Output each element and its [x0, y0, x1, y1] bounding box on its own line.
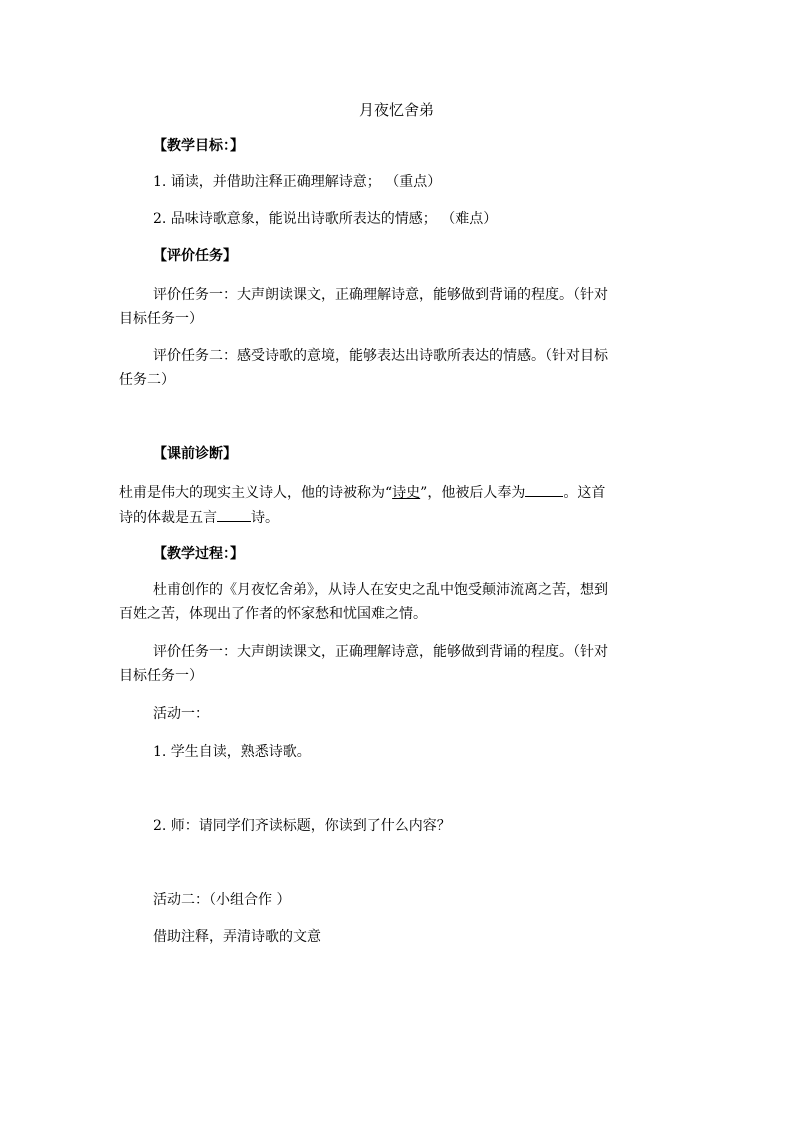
- process-heading: 【教学过程：】: [153, 546, 244, 562]
- process-intro-line2: 百姓之苦，体现出了作者的怀家愁和忧国难之情。: [119, 606, 427, 622]
- page-title: 月夜忆舍弟: [358, 101, 434, 119]
- goal-item-2: 2. 品味诗歌意象，能说出诗歌所表达的情感； （难点）: [153, 211, 498, 227]
- diagnosis-line1: [119, 482, 605, 503]
- fill-blank-title: [525, 482, 563, 497]
- goals-heading: 【教学目标：】: [153, 138, 244, 154]
- assessment-task2-line2: 任务二）: [119, 372, 175, 388]
- goal-item-1: 1. 诵读，并借助注释正确理解诗意； （重点）: [153, 174, 442, 190]
- activity2-desc: 借助注释，弄清诗歌的文意: [153, 929, 321, 945]
- assessment-task1-line2: 目标任务一）: [119, 311, 203, 327]
- activity2-label: 活动二：（小组合作 ）: [153, 892, 291, 908]
- diagnosis-underlined-term: 诗史: [392, 485, 421, 501]
- process-task1-line2: 目标任务一）: [119, 668, 203, 684]
- fill-blank-genre: [217, 507, 251, 522]
- diagnosis-line2: [119, 507, 279, 528]
- assessment-task2-line1: 评价任务二：感受诗歌的意境，能够表达出诗歌所表达的情感。（针对目标: [153, 348, 608, 364]
- process-task1-line1: 评价任务一：大声朗读课文，正确理解诗意，能够做到背诵的程度。（针对: [153, 644, 608, 660]
- diagnosis-text-c: 。这首: [563, 485, 606, 501]
- activity1-label: 活动一：: [153, 706, 209, 722]
- assessment-task1-line1: 评价任务一：大声朗读课文，正确理解诗意，能够做到背诵的程度。（针对: [153, 287, 608, 303]
- diagnosis-text-a: 杜甫是伟大的现实主义诗人，他的诗被称为“: [119, 485, 393, 501]
- activity1-item-2: 2. 师：请同学们齐读标题，你读到了什么内容？: [153, 818, 451, 834]
- diagnosis-text-b: ”，他被后人奉为: [420, 485, 526, 501]
- process-intro-line1: 杜甫创作的《月夜忆舍弟》，从诗人在安史之乱中饱受颠沛流离之苦，想到: [153, 582, 608, 598]
- diagnosis-text-d: 诗的体裁是五言: [119, 510, 217, 526]
- diagnosis-text-e: 诗。: [251, 510, 279, 526]
- diagnosis-heading: 【课前诊断】: [153, 446, 237, 462]
- activity1-item-1: 1. 学生自读，熟悉诗歌。: [153, 744, 311, 760]
- assessment-heading: 【评价任务】: [153, 248, 237, 264]
